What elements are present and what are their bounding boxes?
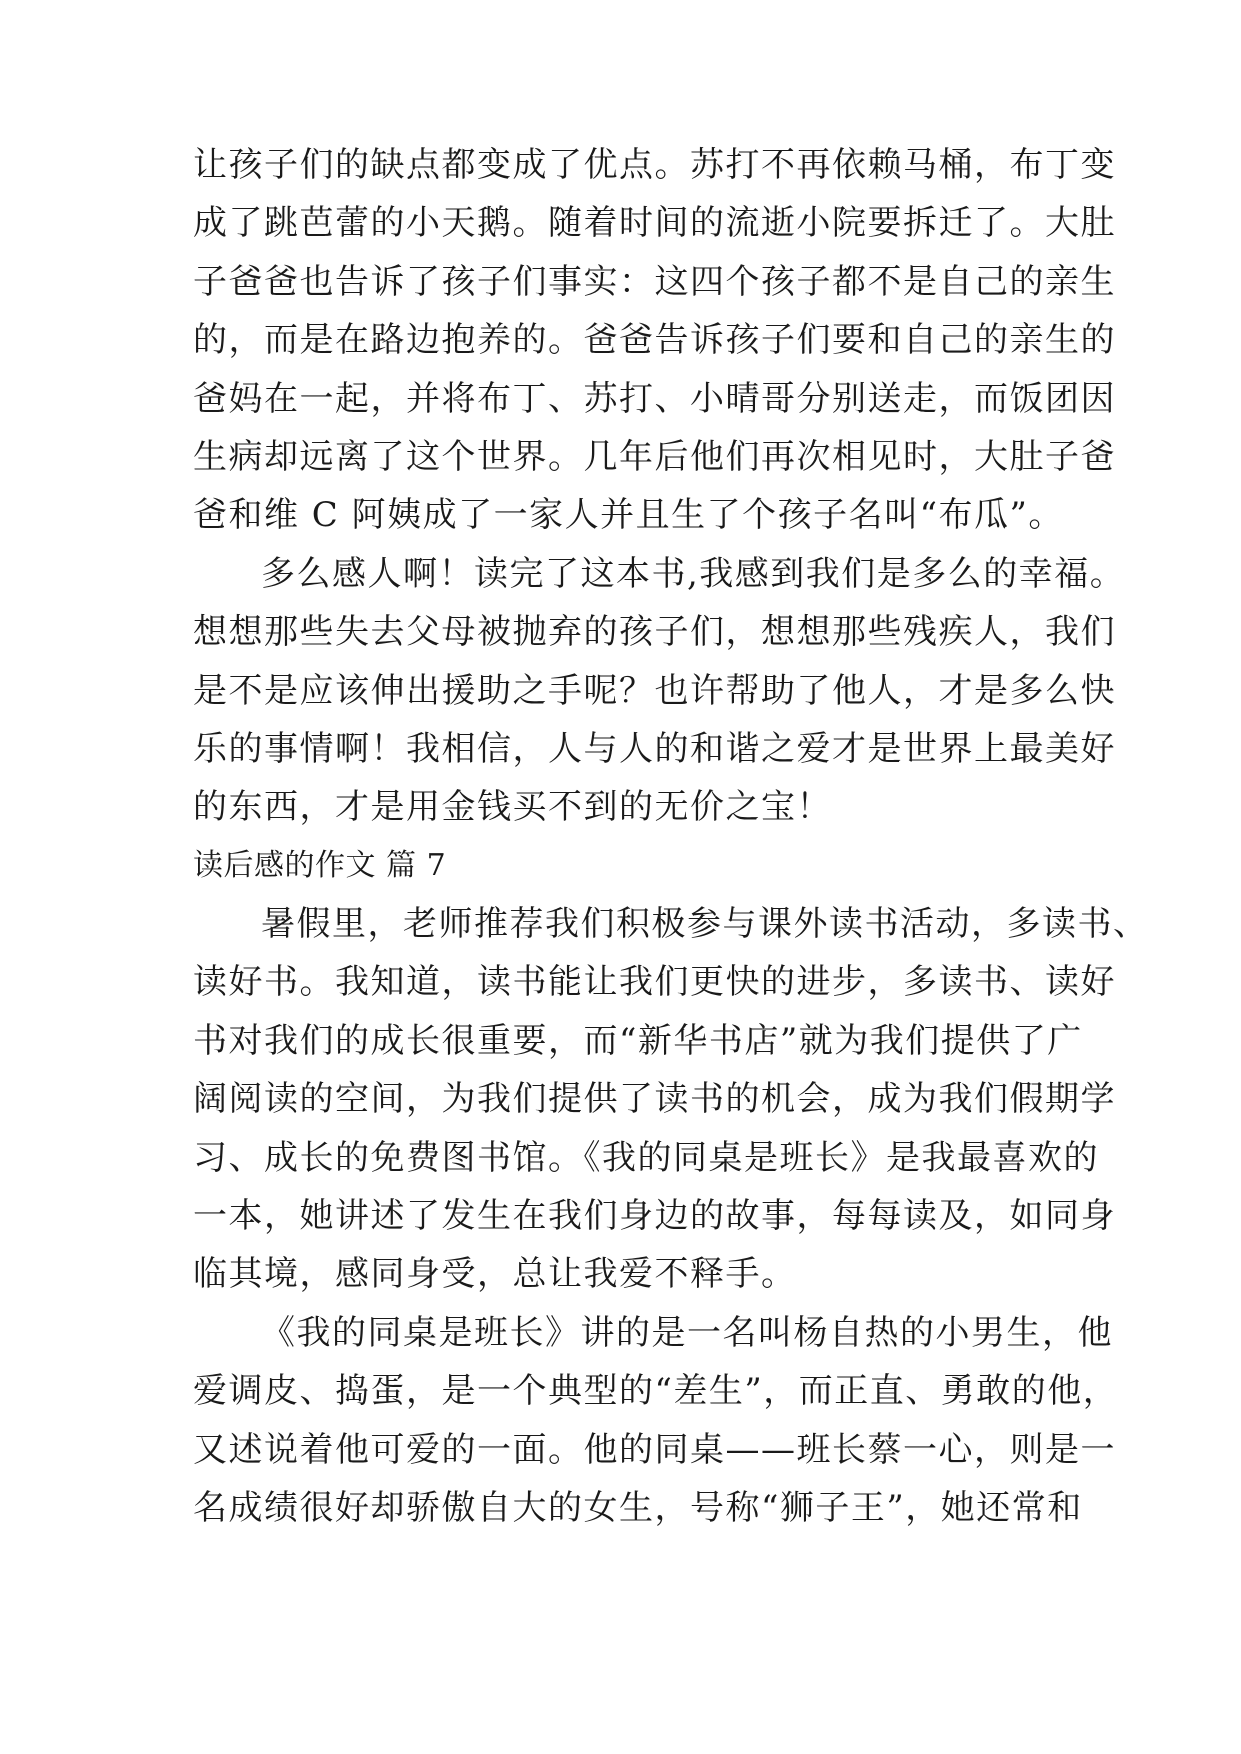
paragraph-3 xyxy=(193,895,1149,1304)
paragraph-line: 爱调皮、捣蛋，是一个典型的“差生”，而正直、勇敢的他， xyxy=(193,1371,1119,1412)
paragraph-line: 想想那些失去父母被抛弃的孩子们，想想那些残疾人，我们 xyxy=(193,612,1116,653)
paragraph-line: 习、成长的免费图书馆。《我的同桌是班长》是我最喜欢的 xyxy=(193,1137,1099,1178)
paragraph-1 xyxy=(193,136,1116,545)
paragraph-line: 阔阅读的空间，为我们提供了读书的机会，成为我们假期学 xyxy=(193,1079,1116,1120)
paragraph-line: 是不是应该伸出援助之手呢？也许帮助了他人，才是多么快 xyxy=(193,670,1116,711)
paragraph-line: 名成绩很好却骄傲自大的女生，号称“狮子王”，她还常和 xyxy=(193,1487,1083,1528)
paragraph-line: 一本，她讲述了发生在我们身边的故事，每每读及，如同身 xyxy=(193,1196,1116,1237)
document-body xyxy=(193,136,1149,1537)
paragraph-line: 的东西，才是用金钱买不到的无价之宝！ xyxy=(193,787,832,828)
paragraph-line: 暑假里，老师推荐我们积极参与课外读书活动，多读书、 xyxy=(261,904,1149,945)
paragraph-line: 乐的事情啊！我相信，人与人的和谐之爱才是世界上最美好 xyxy=(193,728,1116,769)
paragraph-line: 书对我们的成长很重要，而“新华书店”就为我们提供了广 xyxy=(193,1020,1083,1061)
paragraph-line: 又述说着他可爱的一面。他的同桌——班长蔡一心，则是一 xyxy=(193,1429,1116,1470)
paragraph-line: 爸和维 C 阿姨成了一家人并且生了个孩子名叫“布瓜”。 xyxy=(193,495,1064,536)
paragraph-line: 读好书。我知道，读书能让我们更快的进步，多读书、读好 xyxy=(193,962,1116,1003)
section-heading: 读后感的作文 篇 7 xyxy=(193,847,447,883)
paragraph-line: 子爸爸也告诉了孩子们事实：这四个孩子都不是自己的亲生 xyxy=(193,261,1116,302)
paragraph-line: 临其境，感同身受，总让我爱不释手。 xyxy=(193,1254,797,1295)
paragraph-2 xyxy=(193,545,1126,837)
paragraph-line: 的，而是在路边抱养的。爸爸告诉孩子们要和自己的亲生的 xyxy=(193,320,1116,361)
paragraph-line: 生病却远离了这个世界。几年后他们再次相见时，大肚子爸 xyxy=(193,436,1116,477)
paragraph-4 xyxy=(193,1304,1119,1538)
paragraph-line: 成了跳芭蕾的小天鹅。随着时间的流逝小院要拆迁了。大肚 xyxy=(193,203,1116,244)
paragraph-line: 《我的同桌是班长》讲的是一名叫杨自热的小男生，他 xyxy=(261,1312,1113,1353)
paragraph-line: 爸妈在一起，并将布丁、苏打、小晴哥分别送走，而饭团因 xyxy=(193,378,1116,419)
paragraph-line: 多么感人啊！读完了这本书,我感到我们是多么的幸福。 xyxy=(261,553,1126,594)
paragraph-line: 让孩子们的缺点都变成了优点。苏打不再依赖马桶，布丁变 xyxy=(193,145,1116,185)
